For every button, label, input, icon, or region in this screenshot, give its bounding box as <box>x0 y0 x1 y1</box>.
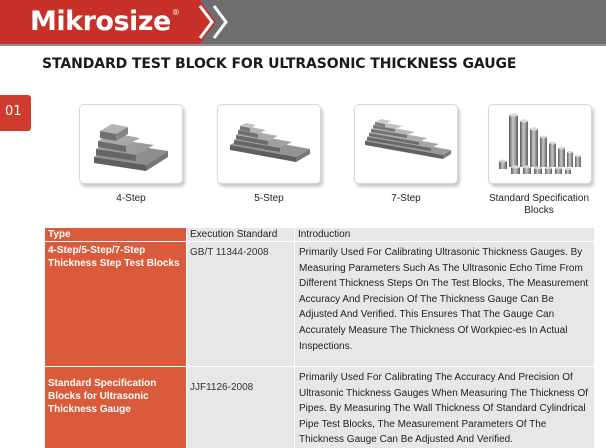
table-header-row <box>45 228 595 242</box>
product-caption-standard-specification-blocks: Standard Specification Blocks <box>488 193 590 216</box>
step-block-5-icon <box>218 105 322 185</box>
step-block-4-icon <box>80 105 184 185</box>
section-number: 01 <box>5 104 22 119</box>
product-caption-4-step: 4-Step <box>116 193 146 204</box>
registered-mark: ® <box>171 8 180 17</box>
row-type-specification-blocks: Standard Specification Blocks for Ultrasonic Thickness Gauge <box>45 367 187 448</box>
product-caption-7-step: 7-Step <box>391 193 421 204</box>
header-introduction: Introduction <box>295 228 595 242</box>
product-image-standard-specification-blocks[interactable] <box>488 104 592 184</box>
product-image-5-step[interactable] <box>217 104 321 184</box>
header-gray-panel <box>196 0 606 44</box>
section-number-tab <box>0 95 31 131</box>
header-type: Type <box>45 228 187 242</box>
product-image-4-step[interactable] <box>79 104 183 184</box>
row-standard-specification-blocks: JJF1126-2008 <box>187 367 295 448</box>
row-intro-specification-blocks: Primarily Used For Calibrating The Accuracy And Precision Of Ultrasonic Thickness Gauges When Measuring The Thickness Of Pipes. By Measuring The Wall Thickness Of Standard Cylindrical Pipe Test Blocks, The Measurement Parameters Of The Thickness Gauge Can Be Adjusted And Verified. <box>295 367 595 448</box>
product-caption-5-step: 5-Step <box>254 193 284 204</box>
table-row <box>45 242 595 367</box>
page-title: STANDARD TEST BLOCK FOR ULTRASONIC THICKNESS GAUGE <box>42 56 517 72</box>
row-type-step-blocks: 4-Step/5-Step/7-Step Thickness Step Test Blocks <box>45 242 187 367</box>
product-image-7-step[interactable] <box>354 104 458 184</box>
step-block-7-icon <box>355 105 459 185</box>
header-execution-standard: Execution Standard <box>187 228 295 242</box>
row-intro-step-blocks: Primarily Used For Calibrating Ultrasonic Thickness Gauges. By Measuring Parameters Such As The Ultrasonic Echo Time From Different Thickness Steps On The Test Blocks, The Measurement Accuracy And Precision Of The Thickness Gauge Can Be Adjusted And Verified. This Ensures That The Gauge Can Accurately Measure The Thickness Of Workpiec-es In Actual Inspections. <box>295 242 595 367</box>
specification-table <box>44 227 595 448</box>
header-divider <box>0 44 606 46</box>
table-row <box>45 367 595 448</box>
chevron-decoration-icon <box>186 0 242 44</box>
brand-logo-text: Mikrosize <box>30 6 171 37</box>
row-standard-step-blocks: GB/T 11344-2008 <box>187 242 295 367</box>
cylinder-blocks-icon <box>489 105 593 185</box>
brand-logo[interactable] <box>30 6 179 37</box>
header-banner <box>0 0 606 44</box>
